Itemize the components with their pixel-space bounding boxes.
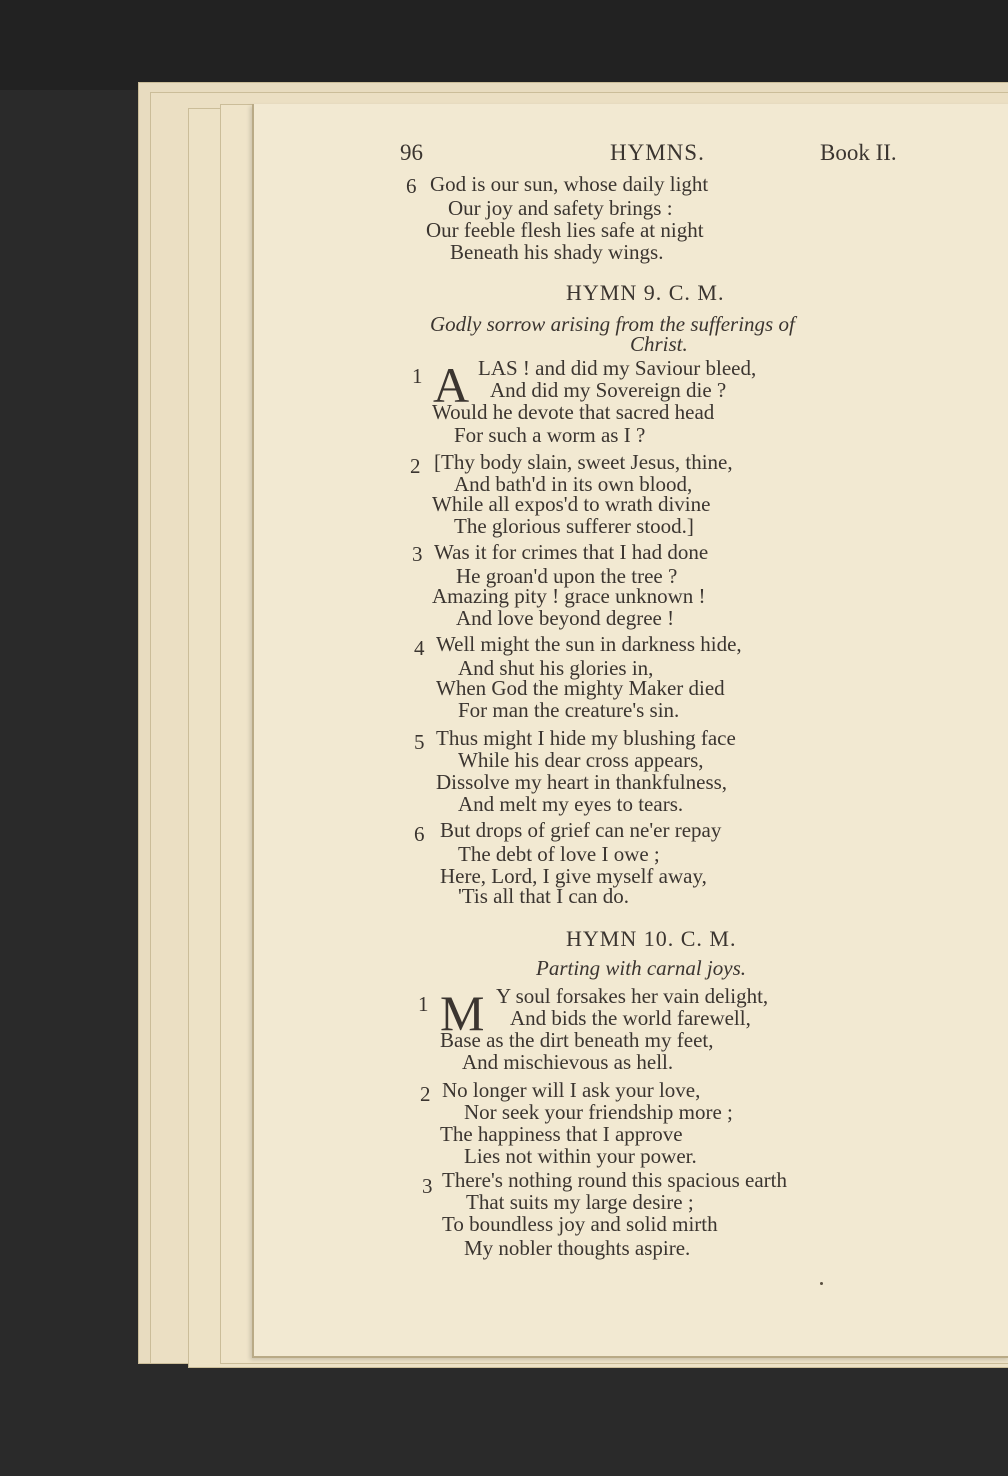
verse-line: Here, Lord, I give myself away, — [440, 864, 707, 888]
verse-line: Beneath his shady wings. — [450, 240, 664, 264]
verse-line: No longer will I ask your love, — [442, 1078, 701, 1102]
hymn-subtitle: Parting with carnal joys. — [536, 956, 746, 980]
verse-line: For such a worm as I ? — [454, 423, 646, 447]
stanza-number: 3 — [412, 542, 423, 566]
verse-line: Y soul forsakes her vain delight, — [496, 984, 769, 1008]
verse-line: He groan'd upon the tree ? — [456, 564, 678, 588]
book-label: Book II. — [820, 140, 897, 165]
verse-line: Lies not within your power. — [464, 1144, 697, 1168]
verse-line: Amazing pity ! grace unknown ! — [432, 584, 706, 608]
hymn-title: HYMN 10. C. M. — [566, 926, 737, 951]
verse-line: When God the mighty Maker died — [436, 676, 725, 700]
running-title: HYMNS. — [610, 140, 705, 165]
stanza-number: 6 — [406, 174, 417, 198]
drop-cap: M — [440, 985, 485, 1041]
stanza-number: 5 — [414, 730, 425, 754]
verse-line: And love beyond degree ! — [456, 606, 675, 630]
verse-line: God is our sun, whose daily light — [430, 172, 709, 196]
stanza-number: 1 — [412, 364, 423, 388]
verse-line: There's nothing round this spacious earth — [442, 1168, 787, 1192]
verse-line: The glorious sufferer stood.] — [454, 514, 694, 538]
verse-line: Was it for crimes that I had done — [434, 540, 709, 564]
stanza-number: 6 — [414, 822, 425, 846]
stanza-number: 4 — [414, 636, 425, 660]
verse-line: And melt my eyes to tears. — [458, 792, 684, 816]
verse-line: Thus might I hide my blushing face — [436, 726, 736, 750]
verse-line: Well might the sun in darkness hide, — [436, 632, 742, 656]
verse-line: While his dear cross appears, — [458, 748, 704, 772]
verse-line: And did my Sovereign die ? — [490, 378, 727, 402]
paper-speck — [820, 1282, 823, 1285]
running-header — [0, 140, 1008, 172]
verse-line: And bath'd in its own blood, — [454, 472, 693, 496]
page-number: 96 — [400, 140, 423, 165]
verse-line: The debt of love I owe ; — [458, 842, 660, 866]
verse-line: Dissolve my heart in thankfulness, — [436, 770, 728, 794]
verse-line: LAS ! and did my Saviour bleed, — [478, 356, 757, 380]
verse-line: And shut his glories in, — [458, 656, 654, 680]
verse-line: And mischievous as hell. — [462, 1050, 674, 1074]
drop-cap: A — [433, 357, 470, 413]
verse-line: The happiness that I approve — [440, 1122, 683, 1146]
verse-line: But drops of grief can ne'er repay — [440, 818, 722, 842]
hymn-subtitle: Godly sorrow arising from the sufferings of — [430, 312, 795, 336]
verse-line: For man the creature's sin. — [458, 698, 680, 722]
stanza-number: 2 — [420, 1082, 431, 1106]
verse-line: Our feeble flesh lies safe at night — [426, 218, 704, 242]
verse-line: My nobler thoughts aspire. — [464, 1236, 691, 1260]
stanza-number: 1 — [418, 992, 429, 1016]
verse-line: While all expos'd to wrath divine — [432, 492, 711, 516]
verse-line: Our joy and safety brings : — [448, 196, 673, 220]
verse-line: Nor seek your friendship more ; — [464, 1100, 733, 1124]
verse-line: 'Tis all that I can do. — [458, 884, 629, 908]
verse-line: Would he devote that sacred head — [432, 400, 715, 424]
verse-line: Base as the dirt beneath my feet, — [440, 1028, 714, 1052]
verse-line: And bids the world farewell, — [510, 1006, 751, 1030]
hymn-title: HYMN 9. C. M. — [566, 280, 725, 305]
stanza-number: 2 — [410, 454, 421, 478]
stanza-number: 3 — [422, 1174, 433, 1198]
verse-line: To boundless joy and solid mirth — [442, 1212, 718, 1236]
verse-line: [Thy body slain, sweet Jesus, thine, — [434, 450, 733, 474]
verse-line: That suits my large desire ; — [466, 1190, 694, 1214]
hymn-subtitle: Christ. — [630, 332, 688, 356]
background — [0, 0, 1008, 90]
